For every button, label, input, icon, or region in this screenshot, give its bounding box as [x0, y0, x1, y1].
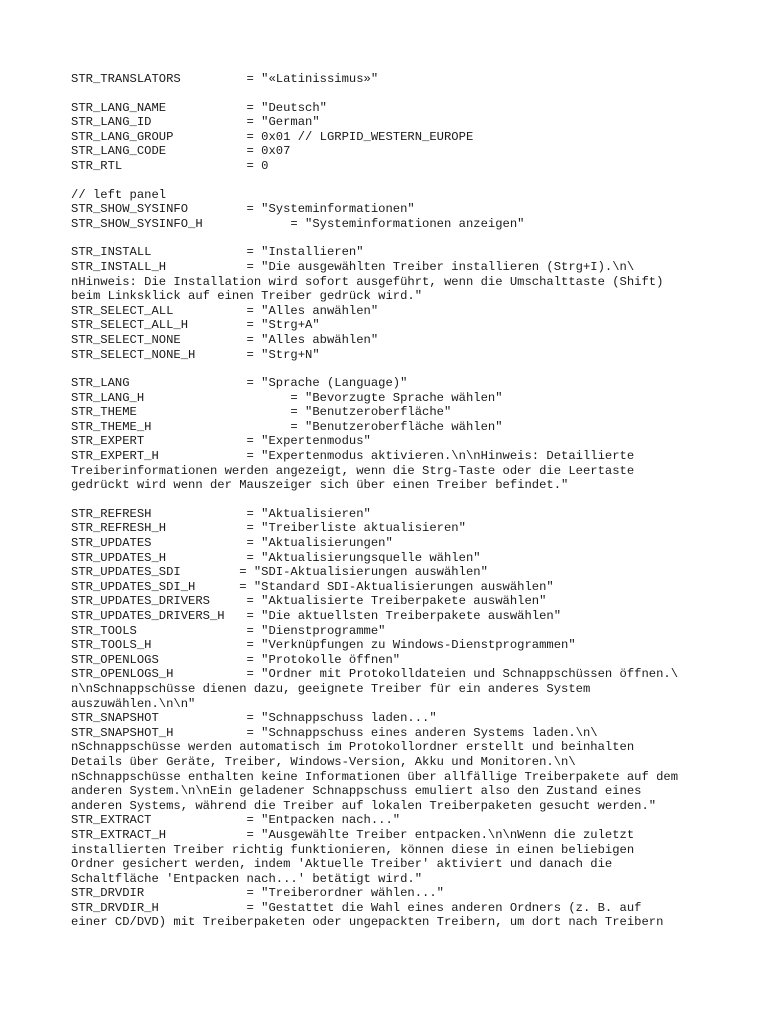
- text-block: [71, 101, 748, 174]
- text-line: STR_LANG = "Sprache (Language)": [71, 376, 408, 391]
- text-line: beim Linksklick auf einen Treiber gedrück wird.": [71, 289, 423, 304]
- text-line: STR_INSTALL = "Installieren": [71, 245, 364, 260]
- text-line: Schaltfläche 'Entpacken nach...' betätigt wird.": [71, 871, 423, 886]
- text-line: STR_THEME_H = "Benutzeroberfläche wählen": [71, 419, 503, 434]
- text-line: STR_SHOW_SYSINFO_H = "Systeminformationen anzeigen": [71, 216, 525, 231]
- text-line: STR_EXPERT = "Expertenmodus": [71, 434, 371, 449]
- text-line: nSchnappschüsse werden automatisch im Protokollordner erstellt und beinhalten: [71, 740, 635, 755]
- text-block: [71, 188, 748, 232]
- text-line: STR_UPDATES_SDI = "SDI-Aktualisierungen auswählen": [71, 565, 488, 580]
- text-line: STR_UPDATES_H = "Aktualisierungsquelle wählen": [71, 550, 481, 565]
- blank-line: [71, 174, 748, 188]
- text-line: nSchnappschüsse enthalten keine Informationen über allfällige Treiberpakete auf dem: [71, 769, 679, 784]
- text-line: STR_DRVDIR_H = "Gestattet die Wahl eines anderen Ordners (z. B. auf: [71, 900, 642, 915]
- text-line: auszuwählen.\n\n": [71, 696, 196, 711]
- blank-line: [71, 231, 748, 245]
- text-line: Treiberinformationen werden angezeigt, wenn die Strg-Taste oder die Leertaste: [71, 463, 635, 478]
- text-line: // left panel: [71, 187, 167, 202]
- text-line: STR_SHOW_SYSINFO = "Systeminformationen": [71, 202, 415, 217]
- text-line: anderen System.\n\nEin geladener Schnappschuss emuliert also den Zustand eines: [71, 784, 642, 799]
- text-block: [71, 72, 748, 87]
- text-line: STR_DRVDIR = "Treiberordner wählen...": [71, 886, 444, 901]
- text-line: STR_UPDATES_SDI_H = "Standard SDI-Aktualisierungen auswählen": [71, 579, 554, 594]
- text-line: STR_SELECT_ALL = "Alles anwählen": [71, 303, 379, 318]
- text-line: STR_EXTRACT = "Entpacken nach...": [71, 813, 401, 828]
- text-line: STR_SNAPSHOT_H = "Schnappschuss eines anderen Systems laden.\n\: [71, 725, 598, 740]
- blank-line: [71, 87, 748, 101]
- text-line: STR_REFRESH_H = "Treiberliste aktualisieren": [71, 521, 466, 536]
- text-line: gedrückt wird wenn der Mauszeiger sich über einen Treiber befindet.": [71, 478, 569, 493]
- text-line: einer CD/DVD) mit Treiberpaketen oder ungepackten Treibern, um dort nach Treibern: [71, 915, 664, 930]
- text-line: STR_EXTRACT_H = "Ausgewählte Treiber entpacken.\n\nWenn die zuletzt: [71, 827, 635, 842]
- text-line: STR_LANG_GROUP = 0x01 // LGRPID_WESTERN_EUROPE: [71, 129, 474, 144]
- text-line: STR_LANG_CODE = 0x07: [71, 144, 291, 159]
- text-line: nHinweis: Die Installation wird sofort ausgeführt, wenn die Umschalttaste (Shift): [71, 274, 664, 289]
- text-line: STR_TOOLS = "Dienstprogramme": [71, 623, 386, 638]
- text-line: STR_OPENLOGS_H = "Ordner mit Protokolldateien und Schnappschüssen öffnen.\: [71, 667, 679, 682]
- text-line: STR_EXPERT_H = "Expertenmodus aktivieren.\n\nHinweis: Detaillierte: [71, 449, 635, 464]
- text-line: STR_SNAPSHOT = "Schnappschuss laden...": [71, 711, 437, 726]
- text-line: STR_RTL = 0: [71, 158, 269, 173]
- text-line: STR_TRANSLATORS = "«Latinissimus»": [71, 72, 379, 86]
- text-line: STR_INSTALL_H = "Die ausgewählten Treiber installieren (Strg+I).\n\: [71, 259, 635, 274]
- text-line: STR_UPDATES = "Aktualisierungen": [71, 536, 393, 551]
- text-line: STR_LANG_NAME = "Deutsch": [71, 100, 327, 115]
- text-block: [71, 507, 748, 930]
- text-line: STR_THEME = "Benutzeroberfläche": [71, 405, 452, 420]
- text-line: STR_LANG_ID = "German": [71, 115, 320, 130]
- text-line: Details über Geräte, Treiber, Windows-Version, Akku und Monitoren.\n\: [71, 754, 576, 769]
- text-block: [71, 376, 748, 493]
- text-block: [71, 245, 748, 362]
- text-line: STR_LANG_H = "Bevorzugte Sprache wählen": [71, 390, 503, 405]
- text-line: STR_OPENLOGS = "Protokolle öffnen": [71, 652, 401, 667]
- text-line: n\nSchnappschüsse dienen dazu, geeignete Treiber für ein anderes System: [71, 681, 591, 696]
- text-line: STR_SELECT_NONE_H = "Strg+N": [71, 347, 320, 362]
- text-line: anderen Systems, während die Treiber auf lokalen Treiberpaketen gesucht werden.": [71, 798, 657, 813]
- document-page: [71, 72, 748, 930]
- text-line: STR_SELECT_ALL_H = "Strg+A": [71, 318, 320, 333]
- blank-line: [71, 362, 748, 376]
- text-line: STR_REFRESH = "Aktualisieren": [71, 506, 371, 521]
- text-line: installierten Treiber richtig funktionieren, können diese in einen beliebigen: [71, 842, 635, 857]
- text-line: STR_UPDATES_DRIVERS_H = "Die aktuellsten Treiberpakete auswählen": [71, 609, 562, 623]
- blank-line: [71, 493, 748, 507]
- text-line: Ordner gesichert werden, indem 'Aktuelle Treiber' aktiviert und danach die: [71, 857, 613, 872]
- text-line: STR_UPDATES_DRIVERS = "Aktualisierte Treiberpakete auswählen": [71, 594, 547, 609]
- text-line: STR_TOOLS_H = "Verknüpfungen zu Windows-Dienstprogrammen": [71, 638, 576, 653]
- text-line: STR_SELECT_NONE = "Alles abwählen": [71, 332, 379, 347]
